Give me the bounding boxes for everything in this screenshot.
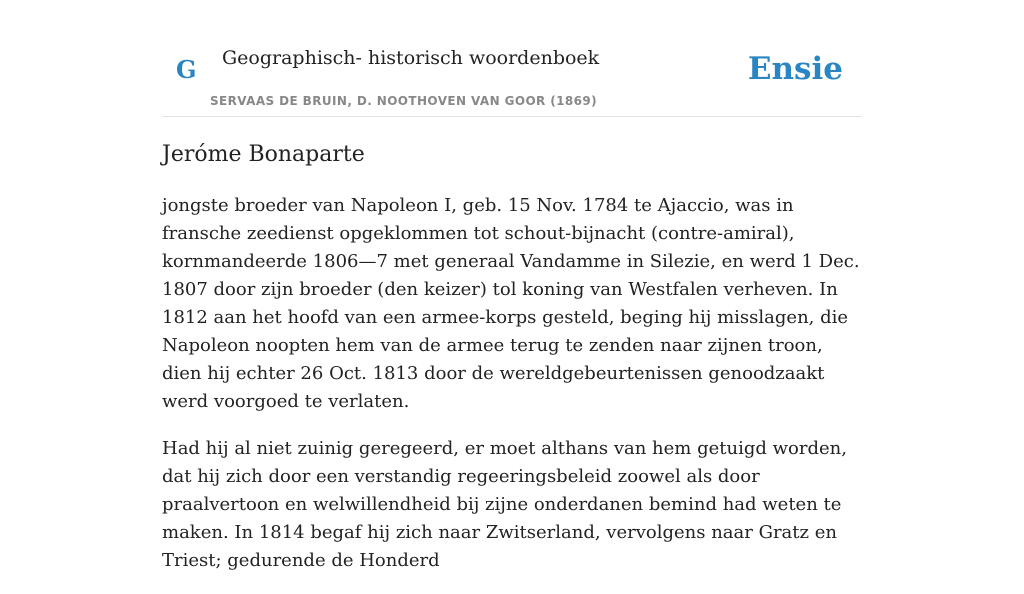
book-authors: SERVAAS DE BRUIN, D. NOOTHOVEN VAN GOOR (1869) — [210, 94, 598, 108]
entry-paragraph: jongste broeder van Napoleon I, geb. 15 Nov. 1784 te Ajaccio, was in fransche zeedienst opgeklommen tot schout-bijnacht (contre-amiral), kornmandeerde 1806—7 met generaal Vandamme in Silezie, en werd 1 Dec. 1807 door zijn broeder (den keizer) tol koning van Westfalen verheven. In 1812 aan het hoofd van een armee-korps gesteld, beging hij misslagen, die Napoleon noopten hem van de armee terug te zenden naar zijnen troon, dien hij echter 26 Oct. 1813 door de wereldgebeurtenissen genoodzaakt werd voorgoed te verlaten. — [162, 195, 860, 412]
page-header — [162, 0, 862, 117]
book-title-link[interactable]: Geographisch- historisch woordenboek — [222, 47, 600, 69]
entry-title: Jeróme Bonaparte — [162, 142, 365, 167]
book-logo-icon[interactable]: G — [176, 55, 197, 84]
entry-content — [162, 192, 862, 594]
ensie-brand-logo[interactable]: Ensie — [747, 51, 843, 87]
entry-paragraph: Had hij al niet zuinig geregeerd, er moet althans van hem getuigd worden, dat hij zich door een verstandig regeeringsbeleid zoowel als door praalvertoon en welwillendheid bij zijne onderdanen bemind had weten te maken. In 1814 begaf hij zich naar Zwitserland, vervolgens naar Gratz en Triest; gedurende de Honderd — [162, 438, 847, 571]
